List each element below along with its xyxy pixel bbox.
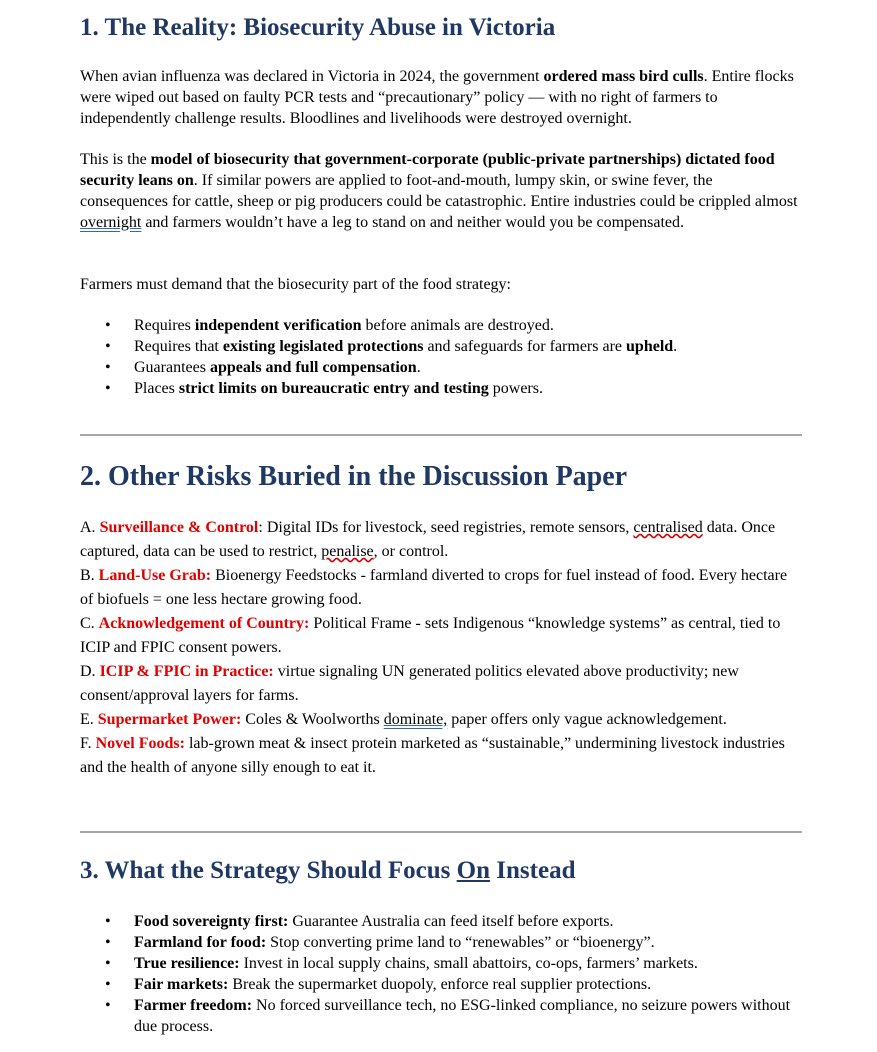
list-item: • Guarantees appeals and full compensation. (80, 357, 802, 378)
list-item: • Food sovereignty first: Guarantee Australia can feed itself before exports. (80, 911, 802, 932)
bold-run: ordered mass bird culls (543, 68, 704, 85)
risk-item: C. Acknowledgement of Country: Political Frame - sets Indigenous “knowledge systems” as central, tied to ICIP and FPIC consent powers. (80, 615, 781, 656)
list-item: • Requires that existing legislated protections and safeguards for farmers are upheld. (80, 336, 802, 357)
risk-item: D. ICIP & FPIC in Practice: virtue signaling UN generated politics elevated above productivity; new consent/approval layers for farms. (80, 663, 739, 704)
biosecurity-demands-list (80, 315, 802, 399)
list-item: • Farmer freedom: No forced surveillance tech, no ESG-linked compliance, no seizure powers without due process. (80, 995, 802, 1037)
list-item: • Requires independent verification before animals are destroyed. (80, 315, 802, 336)
section-divider (80, 434, 802, 436)
strategy-focus-list (80, 911, 802, 1037)
risk-item: A. Surveillance & Control: Digital IDs for livestock, seed registries, remote sensors, centralised data. Once captured, data can be used to restrict, penalise, or control. (80, 519, 776, 560)
risk-item: E. Supermarket Power: Coles & Woolworths dominate, paper offers only vague acknowledgement. (80, 711, 727, 728)
text-run: This is the (80, 151, 151, 168)
section-divider (80, 831, 802, 833)
section-1-paragraph-1 (80, 66, 802, 129)
text-run: When avian influenza was declared in Victoria in 2024, the government (80, 68, 544, 85)
section-1-heading: 1. The Reality: Biosecurity Abuse in Victoria (80, 14, 556, 41)
section-3-heading: 3. What the Strategy Should Focus On Instead (80, 857, 576, 884)
list-item: • True resilience: Invest in local supply chains, small abattoirs, co-ops, farmers’ markets. (80, 953, 802, 974)
grammar-flagged-word: dominate, (383, 711, 448, 728)
grammar-flagged-word: overnight (80, 214, 142, 231)
risk-item: B. Land-Use Grab: Bioenergy Feedstocks - farmland diverted to crops for fuel instead of food. Every hectare of biofuels = one less hectare growing food. (80, 567, 788, 608)
section-1-paragraph-2 (80, 149, 802, 233)
text-run: . Entire flocks were wiped out based on faulty PCR tests and “precautionary” policy — with no right of farmers to independently challenge results. Bloodlines and livelihoods were destroyed overnight. (80, 68, 794, 127)
section-2-heading: 2. Other Risks Buried in the Discussion Paper (80, 461, 628, 492)
text-run: . If similar powers are applied to foot-and-mouth, lumpy skin, or swine fever, the consequences for cattle, sheep or pig producers could be catastrophic. Entire industries could be crippled almost (80, 172, 798, 210)
risks-list (80, 516, 802, 780)
spelling-flagged-word: centralised (633, 519, 703, 536)
section-1-paragraph-3: Farmers must demand that the biosecurity part of the food strategy: (80, 276, 511, 293)
text-run: and farmers wouldn’t have a leg to stand on and neither would you be compensated. (141, 214, 684, 231)
list-item: • Farmland for food: Stop converting prime land to “renewables” or “bioenergy”. (80, 932, 802, 953)
list-item: • Fair markets: Break the supermarket duopoly, enforce real supplier protections. (80, 974, 802, 995)
bold-run: model of biosecurity that government-corporate (public-private partnerships) dictated food security leans on (80, 151, 775, 189)
spelling-flagged-word: penalise (321, 543, 374, 560)
list-item: • Places strict limits on bureaucratic entry and testing powers. (80, 378, 802, 399)
risk-item: F. Novel Foods: lab-grown meat & insect protein marketed as “sustainable,” undermining livestock industries and the health of anyone silly enough to eat it. (80, 735, 785, 776)
